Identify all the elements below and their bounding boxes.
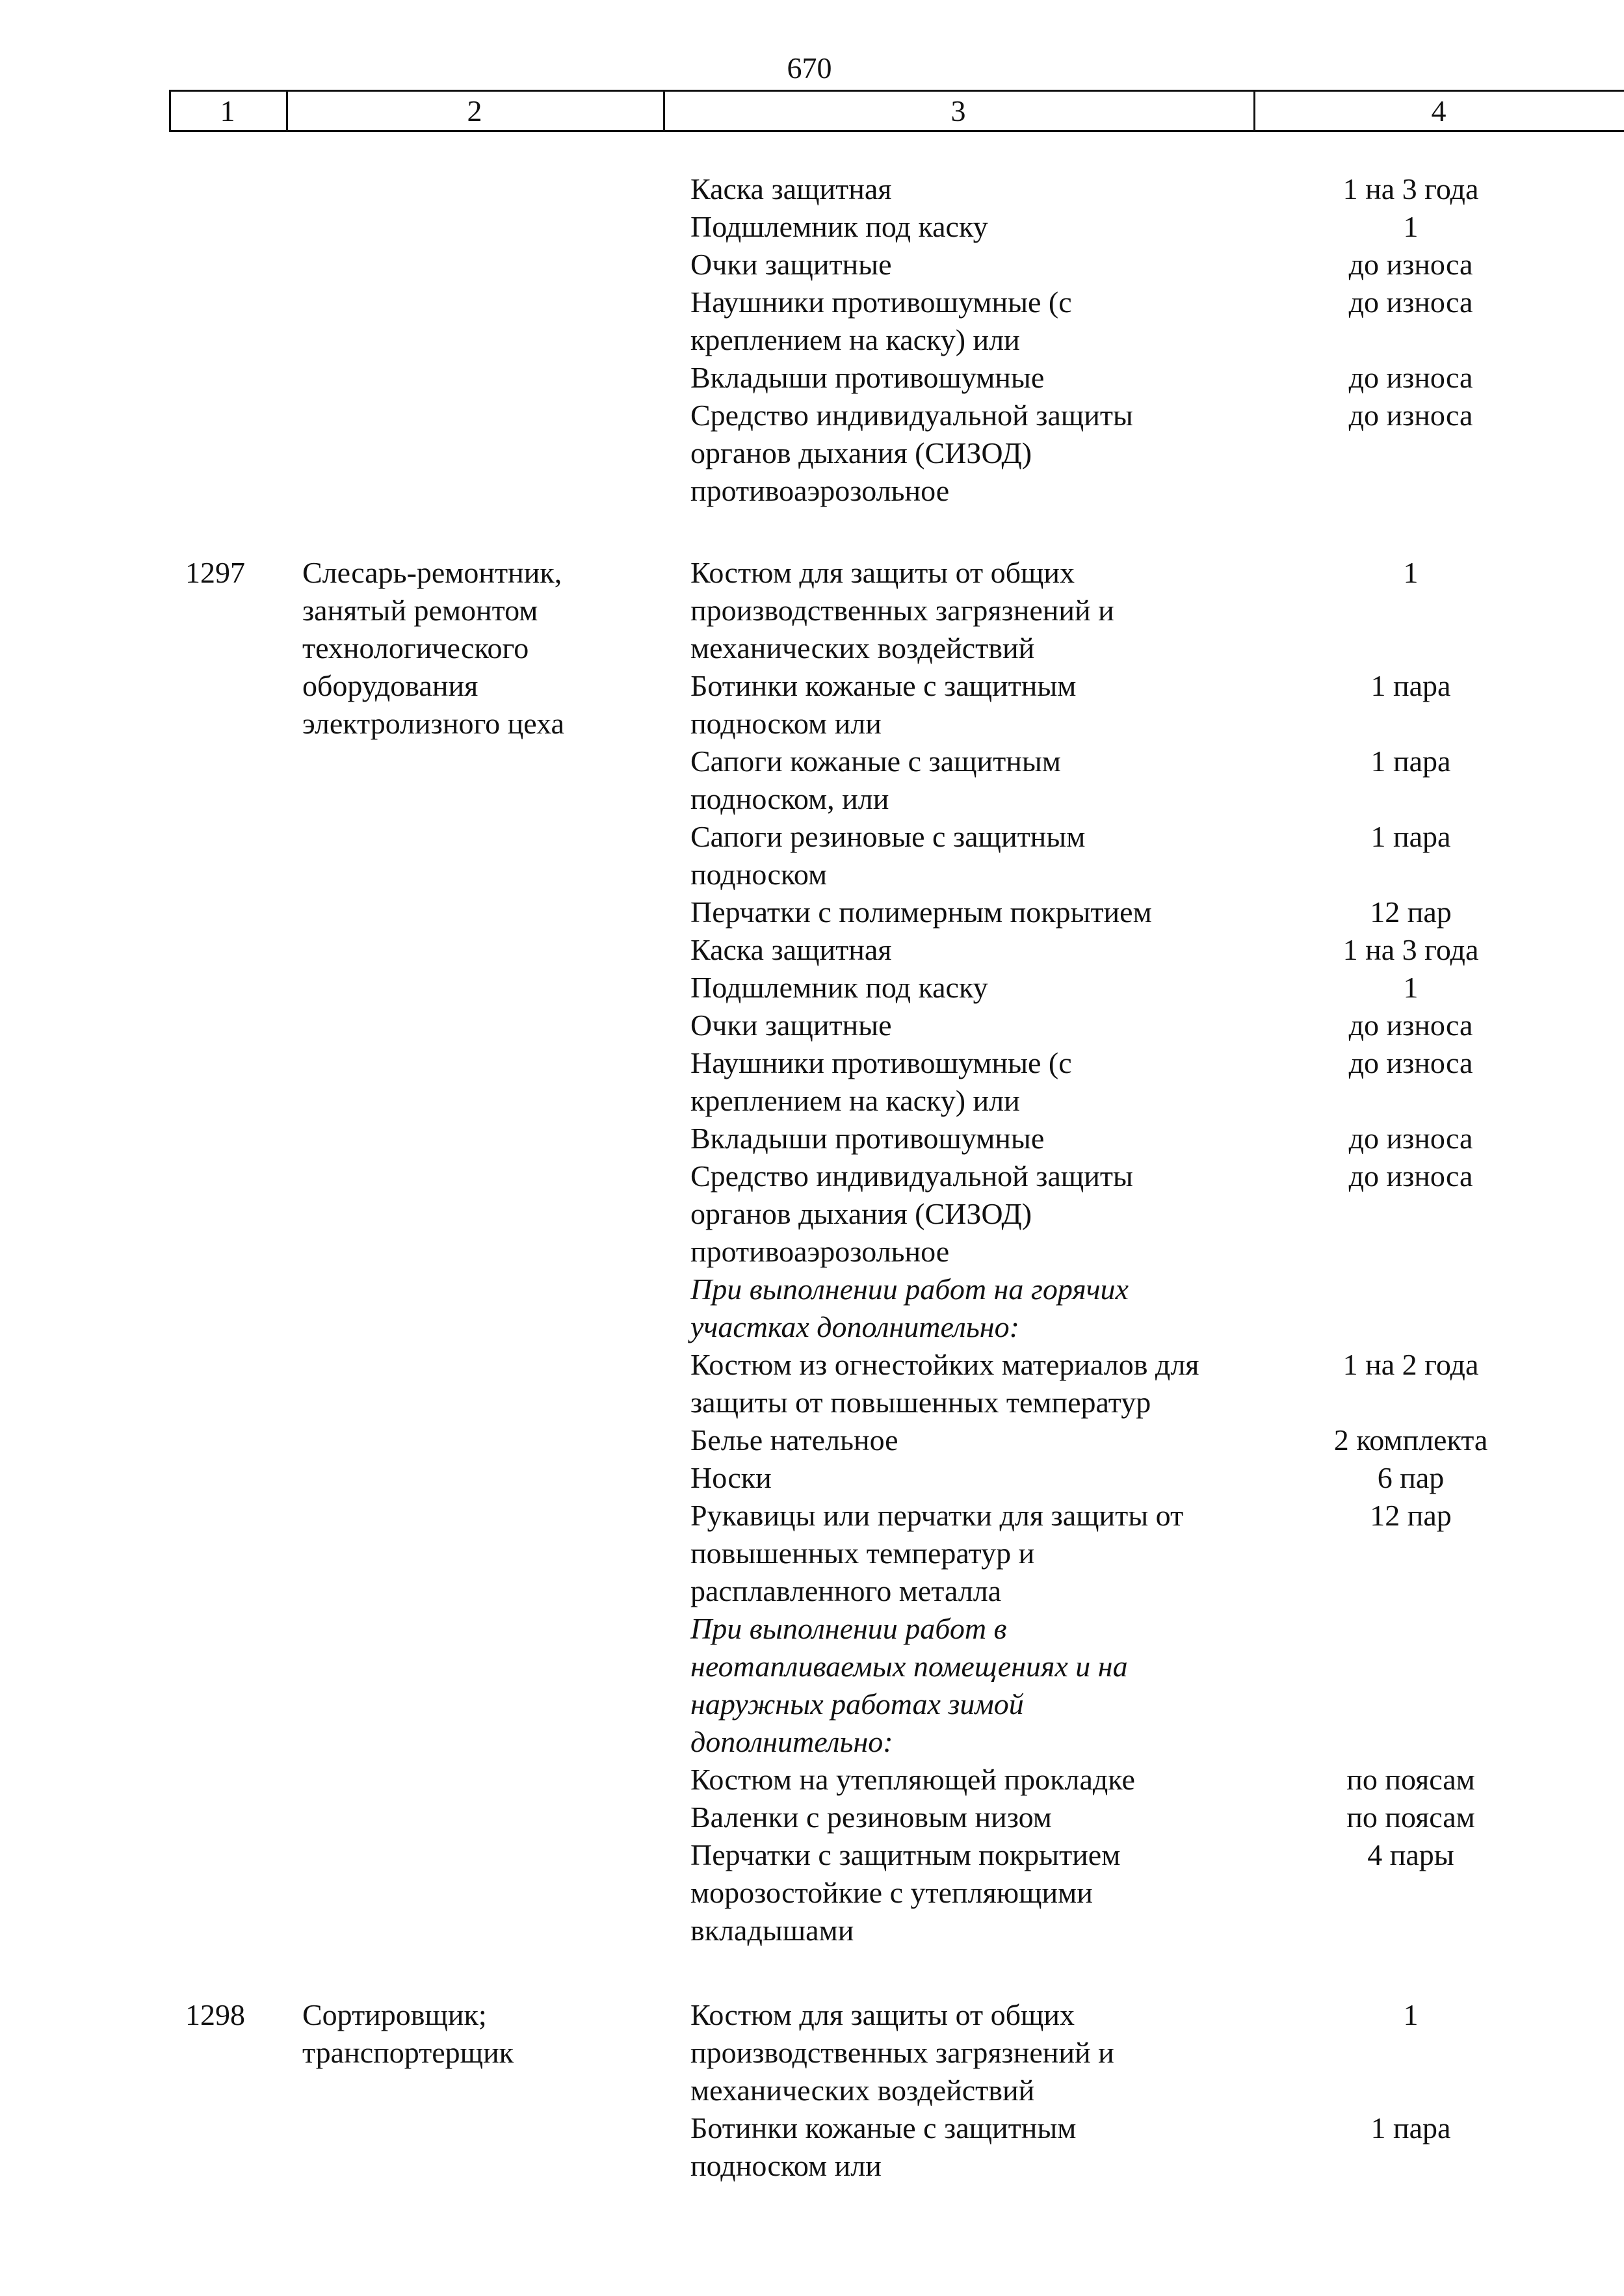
ppe-item-line: Сапоги кожаные с защитным [690, 745, 1061, 778]
ppe-quantity: 1 пара [1370, 669, 1451, 702]
page-number: 670 [787, 51, 832, 85]
ppe-quantity: 2 комплекта [1333, 1423, 1488, 1457]
ppe-quantity: по поясам [1346, 1801, 1475, 1834]
column-header-table [169, 90, 1624, 130]
ppe-item-line: производственных загрязнений и [690, 594, 1114, 627]
column-header-3: 3 [950, 94, 966, 127]
ppe-quantity: 1 [1403, 971, 1419, 1004]
ppe-item-line: Костюм на утепляющей прокладке [690, 1763, 1135, 1796]
ppe-item-line: производственных загрязнений и [690, 2036, 1114, 2069]
ppe-quantity: по поясам [1346, 1763, 1475, 1796]
ppe-item-line: органов дыхания (СИЗОД) [690, 436, 1032, 469]
profession-line: электролизного цеха [302, 707, 564, 740]
ppe-item-line: Валенки с резиновым низом [690, 1801, 1052, 1834]
ppe-item-line: Костюм из огнестойких материалов для [690, 1348, 1199, 1381]
ppe-item-line: Наушники противошумные (с [690, 285, 1072, 319]
ppe-item-line: Перчатки с полимерным покрытием [690, 895, 1152, 929]
ppe-quantity: 1 пара [1370, 820, 1451, 853]
ppe-item-line: Наушники противошумные (с [690, 1046, 1072, 1079]
ppe-quantity: 1 пара [1370, 2111, 1451, 2144]
condition-note-line: дополнительно: [690, 1725, 893, 1758]
ppe-item-line: Ботинки кожаные с защитным [690, 669, 1077, 702]
ppe-quantity: до износа [1348, 1159, 1473, 1193]
ppe-item-line: креплением на каску) или [690, 323, 1020, 356]
ppe-quantity: 1 на 3 года [1342, 172, 1479, 205]
ppe-quantity: до износа [1348, 399, 1473, 432]
ppe-quantity: 6 пар [1377, 1461, 1445, 1494]
ppe-item-line: Очки защитные [690, 248, 892, 281]
ppe-item-line: Вкладыши противошумные [690, 1122, 1045, 1155]
column-header-2: 2 [467, 94, 482, 127]
ppe-item-line: Каска защитная [690, 172, 892, 205]
ppe-item-line: органов дыхания (СИЗОД) [690, 1197, 1032, 1230]
ppe-item-line: Ботинки кожаные с защитным [690, 2111, 1077, 2144]
ppe-quantity: 1 на 3 года [1342, 933, 1479, 966]
column-header-4: 4 [1431, 94, 1447, 127]
ppe-quantity: до износа [1348, 285, 1473, 319]
ppe-item-line: Вкладыши противошумные [690, 361, 1045, 394]
condition-note-line: наружных работах зимой [690, 1687, 1024, 1721]
ppe-quantity: 1 пара [1370, 745, 1451, 778]
ppe-item-line: повышенных температур и [690, 1537, 1035, 1570]
ppe-item-line: подноском [690, 858, 828, 891]
ppe-item-line: противоаэрозольное [690, 474, 950, 507]
ppe-quantity: 1 [1403, 556, 1419, 589]
profession-line: Слесарь-ремонтник, [302, 556, 562, 589]
ppe-item-line: Костюм для защиты от общих [690, 1998, 1075, 2031]
ppe-quantity: до износа [1348, 1122, 1473, 1155]
profession-line: технологического [302, 631, 529, 665]
profession-line: транспортерщик [302, 2036, 514, 2069]
ppe-item-line: противоаэрозольное [690, 1235, 950, 1268]
ppe-quantity: до износа [1348, 248, 1473, 281]
condition-note-line: При выполнении работ на горячих [690, 1273, 1129, 1306]
ppe-item-line: Каска защитная [690, 933, 892, 966]
ppe-item-line: морозостойкие с утепляющими [690, 1876, 1093, 1909]
profession-line: занятый ремонтом [302, 594, 538, 627]
ppe-item-line: подноском, или [690, 782, 889, 815]
ppe-quantity: до износа [1348, 1009, 1473, 1042]
profession-line: Сортировщик; [302, 1998, 487, 2031]
ppe-item-line: подноском или [690, 707, 882, 740]
ppe-quantity: 12 пар [1370, 1499, 1452, 1532]
ppe-quantity: 1 на 2 года [1342, 1348, 1479, 1381]
ppe-item-line: подноском или [690, 2149, 882, 2182]
ppe-item-line: механических воздействий [690, 2074, 1035, 2107]
ppe-quantity: до износа [1348, 361, 1473, 394]
ppe-item-line: Носки [690, 1461, 772, 1494]
ppe-item-line: вкладышами [690, 1914, 854, 1947]
condition-note-line: участках дополнительно: [690, 1310, 1019, 1343]
ppe-item-line: Очки защитные [690, 1009, 892, 1042]
ppe-quantity: 4 пары [1367, 1838, 1454, 1871]
ppe-quantity: 1 [1403, 210, 1419, 243]
entry-number: 1297 [185, 556, 245, 589]
ppe-item-line: Подшлемник под каску [690, 210, 988, 243]
column-header-1: 1 [220, 94, 235, 127]
profession-line: оборудования [302, 669, 478, 702]
header-bottom-rule [169, 130, 1624, 132]
ppe-item-line: расплавленного металла [690, 1574, 1002, 1607]
ppe-item-line: Средство индивидуальной защиты [690, 399, 1133, 432]
ppe-item-line: Подшлемник под каску [690, 971, 988, 1004]
ppe-item-line: защиты от повышенных температур [690, 1386, 1151, 1419]
ppe-quantity: до износа [1348, 1046, 1473, 1079]
condition-note-line: неотапливаемых помещениях и на [690, 1650, 1128, 1683]
ppe-item-line: Костюм для защиты от общих [690, 556, 1075, 589]
condition-note-line: При выполнении работ в [690, 1612, 1007, 1645]
ppe-item-line: Сапоги резиновые с защитным [690, 820, 1086, 853]
ppe-item-line: Средство индивидуальной защиты [690, 1159, 1133, 1193]
entry-number: 1298 [185, 1998, 245, 2031]
ppe-item-line: Рукавицы или перчатки для защиты от [690, 1499, 1184, 1532]
ppe-item-line: Белье нательное [690, 1423, 898, 1457]
ppe-item-line: Перчатки с защитным покрытием [690, 1838, 1121, 1871]
ppe-item-line: креплением на каску) или [690, 1084, 1020, 1117]
ppe-quantity: 12 пар [1370, 895, 1452, 929]
ppe-item-line: механических воздействий [690, 631, 1035, 665]
header-top-rule [169, 90, 1624, 92]
ppe-quantity: 1 [1403, 1998, 1419, 2031]
